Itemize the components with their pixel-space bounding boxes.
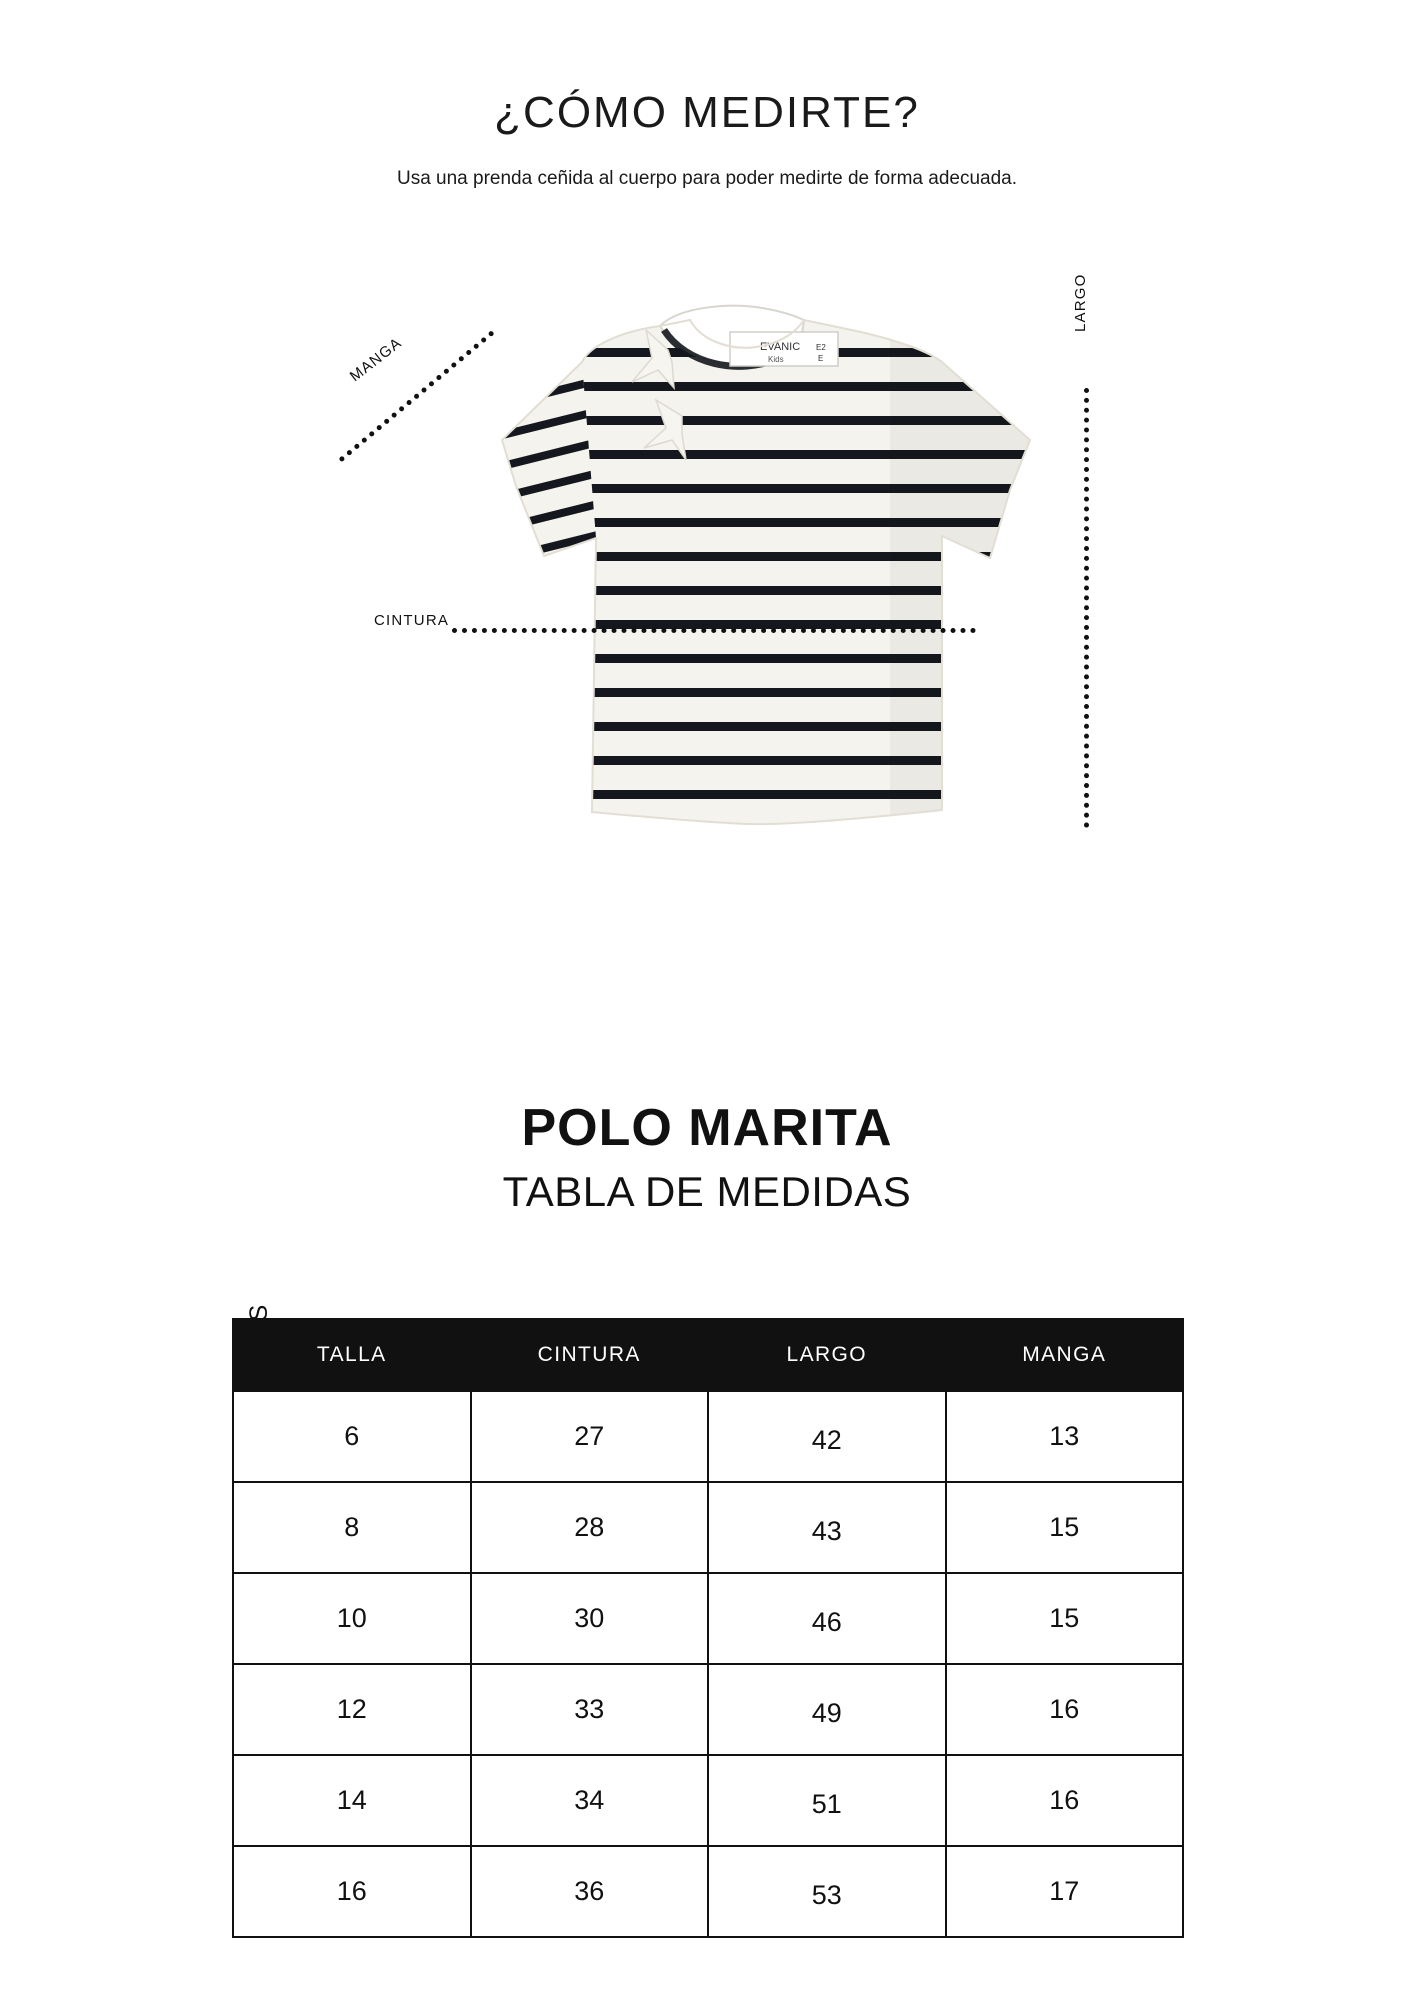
svg-text:Kids: Kids xyxy=(768,355,784,364)
cell-manga: 13 xyxy=(946,1391,1184,1482)
cell-manga: 15 xyxy=(946,1573,1184,1664)
cell-cintura: 27 xyxy=(471,1391,709,1482)
cell-talla: 6 xyxy=(233,1391,471,1482)
product-name: POLO MARITA xyxy=(521,1099,893,1157)
column-header-talla: TALLA xyxy=(233,1319,471,1391)
cell-cintura: 30 xyxy=(471,1573,709,1664)
size-table xyxy=(232,1318,1184,1938)
cintura-guide-label: CINTURA xyxy=(374,612,450,629)
table-row xyxy=(233,1755,1183,1846)
cell-manga: 15 xyxy=(946,1482,1184,1573)
column-header-cintura: CINTURA xyxy=(471,1319,709,1391)
cell-largo: 46 xyxy=(708,1573,946,1664)
table-row xyxy=(233,1482,1183,1573)
cell-talla: 14 xyxy=(233,1755,471,1846)
cell-talla: 8 xyxy=(233,1482,471,1573)
cintura-guide-line xyxy=(452,628,976,633)
largo-guide-line xyxy=(1084,388,1089,828)
measurement-illustration xyxy=(0,270,1414,850)
column-header-largo: LARGO xyxy=(708,1319,946,1391)
cell-cintura: 28 xyxy=(471,1482,709,1573)
cell-talla: 12 xyxy=(233,1664,471,1755)
table-header-row xyxy=(233,1319,1183,1391)
svg-text:E: E xyxy=(818,354,824,363)
cell-largo: 49 xyxy=(708,1664,946,1755)
product-subtitle: TABLA DE MEDIDAS xyxy=(502,1168,912,1215)
page-title: ¿CÓMO MEDIRTE? xyxy=(494,88,920,137)
svg-text:EVANIC: EVANIC xyxy=(760,341,801,353)
cell-largo: 43 xyxy=(708,1482,946,1573)
manga-guide-label: MANGA xyxy=(346,334,406,386)
cell-talla: 16 xyxy=(233,1846,471,1937)
page-subtitle: Usa una prenda ceñida al cuerpo para poder medirte de forma adecuada. xyxy=(396,168,1017,189)
cell-talla: 10 xyxy=(233,1573,471,1664)
cell-cintura: 34 xyxy=(471,1755,709,1846)
cell-largo: 42 xyxy=(708,1391,946,1482)
svg-text:E2: E2 xyxy=(816,343,826,352)
table-row xyxy=(233,1846,1183,1937)
cell-cintura: 33 xyxy=(471,1664,709,1755)
column-header-manga: MANGA xyxy=(946,1319,1184,1391)
largo-guide-label: LARGO xyxy=(1072,273,1089,332)
cell-largo: 51 xyxy=(708,1755,946,1846)
table-row xyxy=(233,1391,1183,1482)
cell-manga: 16 xyxy=(946,1664,1184,1755)
table-row xyxy=(233,1664,1183,1755)
cell-manga: 17 xyxy=(946,1846,1184,1937)
cell-cintura: 36 xyxy=(471,1846,709,1937)
cell-largo: 53 xyxy=(708,1846,946,1937)
cell-manga: 16 xyxy=(946,1755,1184,1846)
table-row xyxy=(233,1573,1183,1664)
